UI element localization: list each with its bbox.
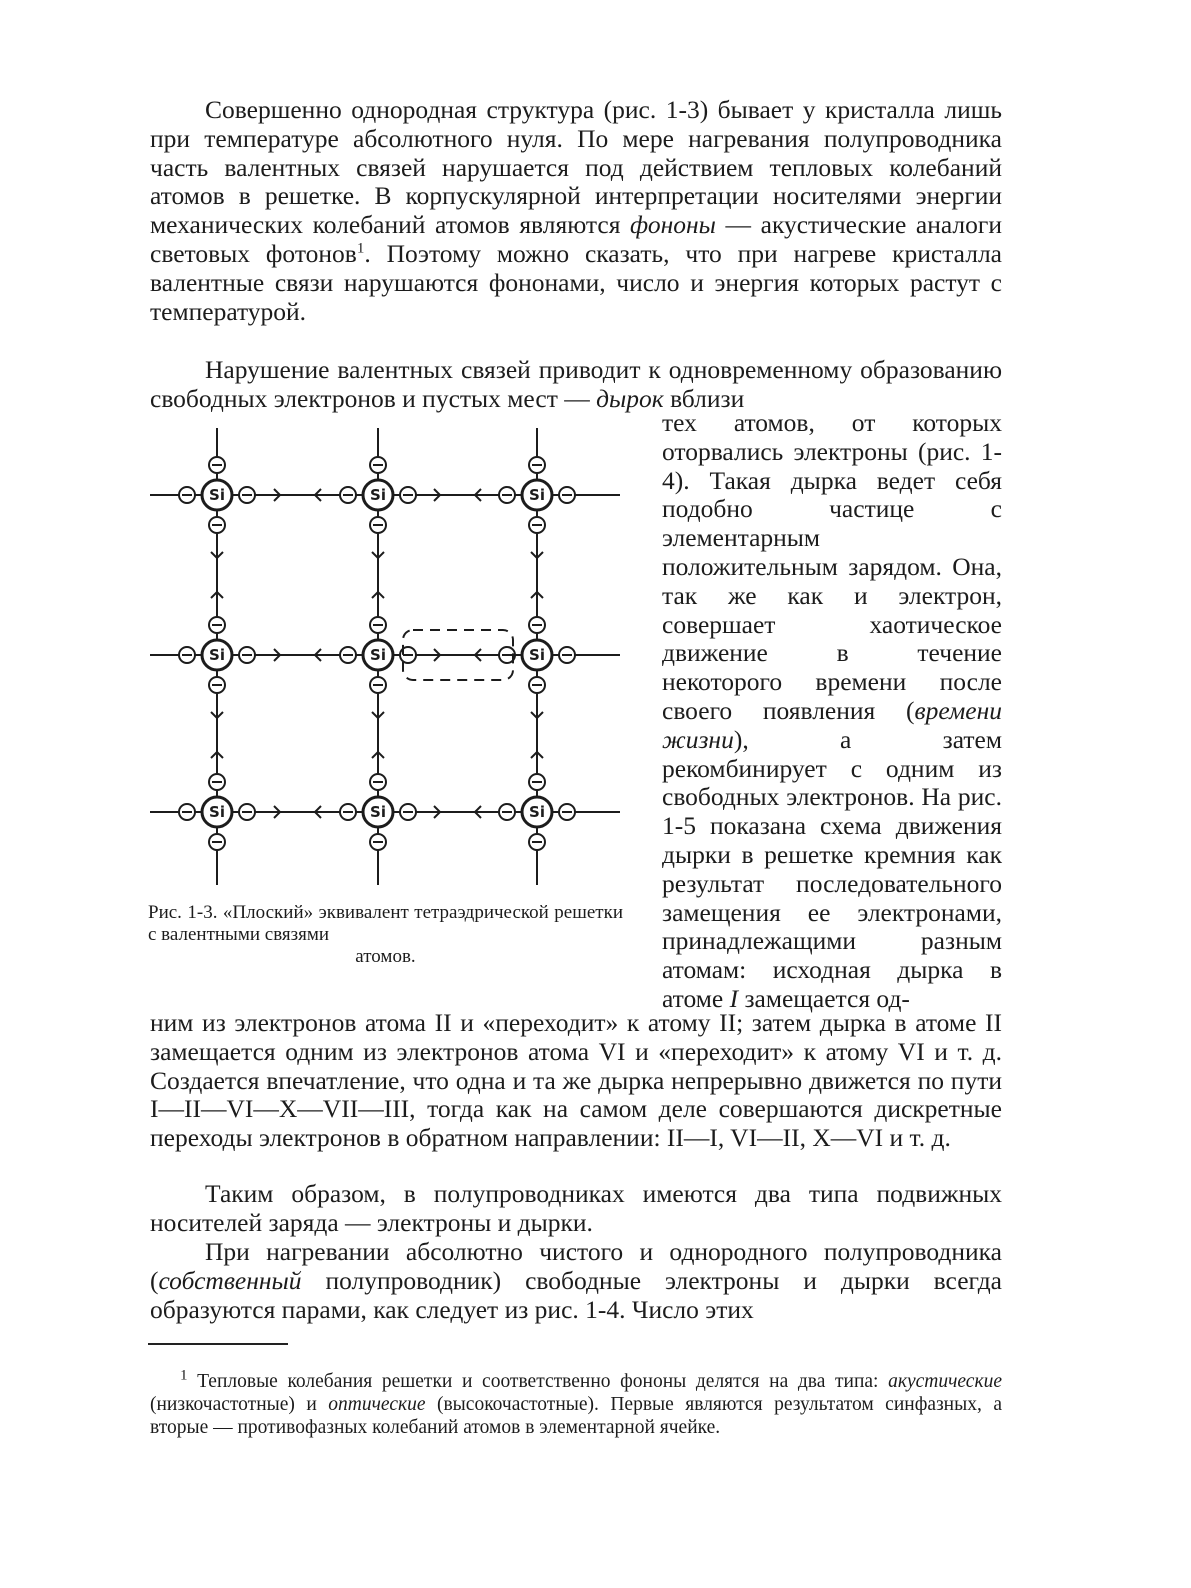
footnote-reference[interactable]: 1 xyxy=(356,240,365,257)
term-optical: оптические xyxy=(328,1394,426,1415)
lattice-figure xyxy=(145,420,625,890)
paragraph-2-side-column xyxy=(662,409,1002,1014)
footnote-divider xyxy=(148,1343,288,1345)
silicon-atom-label-2: Si xyxy=(370,486,386,504)
paragraph-2-side-text-b: ), а затем рекомбинирует с одним из свободных электронов. На рис. 1-5 показана схема движения дырки в решетке кремния как результат последовательного замещения ее электронами, принадлежащими разным атомам: исходная дырка в атоме xyxy=(662,724,1002,1013)
roman-numeral-I: I xyxy=(729,983,739,1013)
paragraph-2-bottom-text: ним из электронов атома II и «переходит» к атому II; затем дырка в атоме II замещается одним из электронов атома VI и «переходит» к атому VI и т. д. Создается впечатление, что одна и та же дырка непрерывно движется по пути I—II—VI—X—VII—III, тогда как на самом деле совершаются дискретные переходы электронов в обратном направлении: II—I, VI—II, X—VI и т. д. xyxy=(150,1008,1002,1153)
paragraph-1-text-a: Совершенно однородная структура (рис. 1-3) бывает у кристалла лишь при температуре абсолютного нуля. По мере нагревания полупроводника часть валентных связей нарушается под действием тепловых колебаний атомов в решетке. В корпускулярной интерпретации носителями энергии механических колебаний атомов являются xyxy=(150,95,1002,240)
caption-line-1: Рис. 1-3. «Плоский» эквивалент тетраэдрической решетки с валентными связями xyxy=(148,902,623,945)
paragraph-2-text-a: Нарушение валентных связей приводит к одновременному образованию свободных электронов и пустых мест — xyxy=(150,355,1002,413)
silicon-atom-label-8: Si xyxy=(370,803,386,821)
paragraph-1 xyxy=(150,96,1002,326)
paragraph-4 xyxy=(150,1238,1002,1324)
silicon-atom-label-7: Si xyxy=(209,803,225,821)
paragraph-3-text: Таким образом, в полупроводниках имеются два типа подвижных носителей заряда — электроны и дырки. xyxy=(150,1179,1002,1237)
silicon-atom-label-5: Si xyxy=(370,646,386,664)
silicon-atom-label-4: Si xyxy=(209,646,225,664)
paragraph-2-bottom xyxy=(150,1009,1002,1153)
silicon-atom-label-9: Si xyxy=(529,803,545,821)
figure-caption xyxy=(148,902,623,968)
paragraph-1-text-c: . Поэтому можно сказать, что при нагреве кристалла валентные связи нарушаются фононами, число и энергия которых растут с температурой. xyxy=(150,238,1002,326)
footnote xyxy=(150,1367,1002,1439)
paragraph-2-text-b: вблизи xyxy=(663,383,745,413)
paragraph-4-text-b: полупроводник) свободные электроны и дырки всегда образуются парами, как следует из рис. 1-4. Число этих xyxy=(150,1265,1002,1324)
term-phonons: фононы xyxy=(630,210,716,240)
caption-line-2: атомов. xyxy=(355,946,416,967)
silicon-atom-label-3: Si xyxy=(529,486,545,504)
footnote-mark: 1 xyxy=(180,1367,188,1384)
paragraph-1-text-b: — акустические аналоги световых фотонов xyxy=(150,210,1002,268)
paragraph-2-side-text-c: замещается од- xyxy=(738,983,910,1013)
term-intrinsic: собственный xyxy=(158,1265,302,1295)
paragraph-4-text-a: При нагревании абсолютно чистого и однородного полупроводника ( xyxy=(150,1237,1002,1295)
footnote-text-c: (высокочастотные). Первые являются результатом синфазных, а вторые — противофазных колебаний атомов в элементарной ячейке. xyxy=(150,1394,1002,1438)
silicon-atom-label-6: Si xyxy=(529,646,545,664)
term-acoustic: акустические xyxy=(888,1371,1002,1392)
footnote-text-b: (низкочастотные) и xyxy=(150,1394,329,1415)
silicon-atom-label-1: Si xyxy=(209,486,225,504)
paragraph-2-top xyxy=(150,356,1002,414)
paragraph-2-side-text-a: тех атомов, от которых оторвались электроны (рис. 1-4). Такая дырка ведет себя подобно частице с элементарным положительным зарядом. Она, так же как и электрон, совершает хаотическое движение в течение некоторого времени после своего появления ( xyxy=(662,408,1002,725)
term-holes: дырок xyxy=(596,383,664,413)
paragraph-3 xyxy=(150,1180,1002,1238)
footnote-text-a: Тепловые колебания решетки и соответственно фононы делятся на два типа: xyxy=(187,1371,889,1392)
term-lifetime: времени жизни xyxy=(662,695,1002,754)
